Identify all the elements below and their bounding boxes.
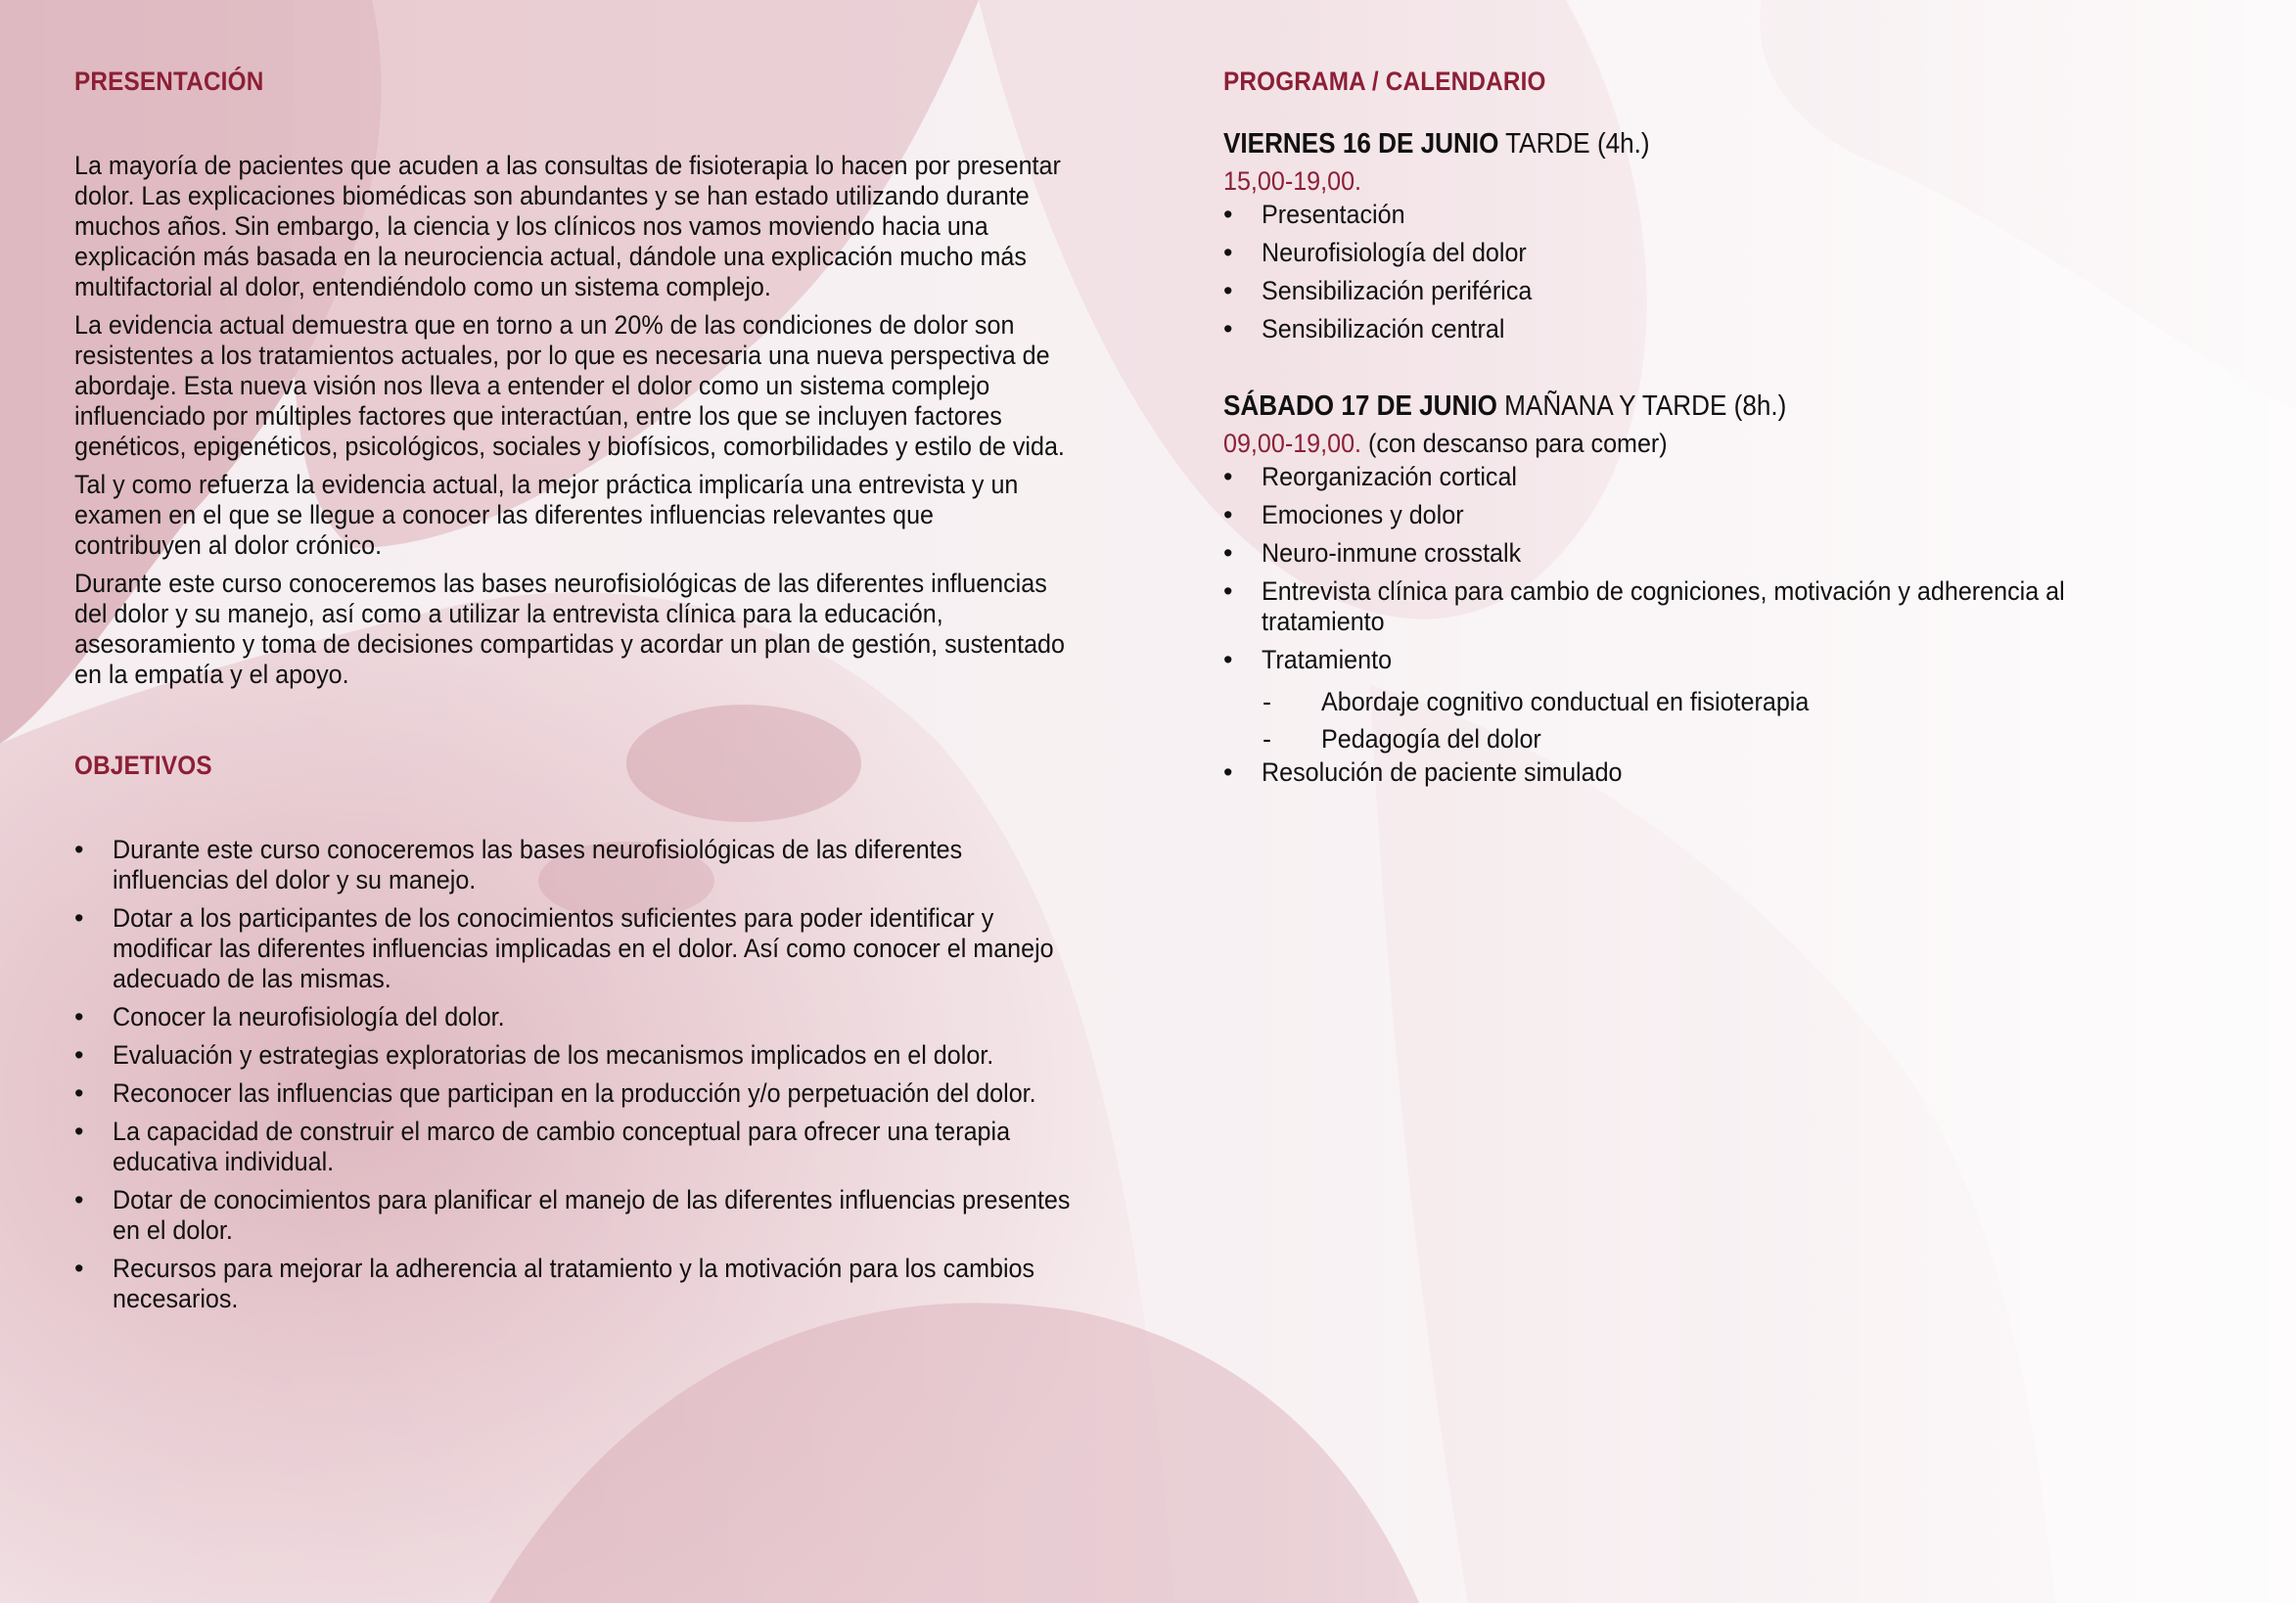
bullet-icon: • (1223, 538, 1233, 568)
dash-icon: - (1263, 687, 1271, 716)
list-item: • Reorganización cortical (1223, 462, 1517, 491)
list-item: • Dotar de conocimientos para planificar el manejo de las diferentes influencias presentes en el dolor. (74, 1185, 1071, 1245)
right-column (1223, 59, 2251, 796)
bullet-icon: • (74, 903, 84, 933)
bullet-icon: • (74, 835, 84, 864)
list-item: • Entrevista clínica para cambio de cogniciones, motivación y adherencia al tratamiento (1223, 576, 2065, 636)
bullet-icon: • (1223, 462, 1233, 491)
list-item: • Dotar a los participantes de los conocimientos suficientes para poder identificar y modificar las diferentes influencias implicadas en el dolor. Así como conocer el manejo adecuado de las mismas. (74, 903, 1054, 993)
viernes-list (1223, 200, 2251, 344)
bullet-icon: • (74, 1185, 84, 1214)
tratamiento-sublist (1223, 683, 2251, 757)
dash-icon: - (1263, 724, 1271, 754)
viernes-title: VIERNES 16 DE JUNIO TARDE (4h.) (1223, 128, 1650, 160)
list-item: • Presentación (1223, 200, 1405, 229)
sabado-title: SÁBADO 17 DE JUNIO MAÑANA Y TARDE (8h.) (1223, 390, 1787, 422)
presentacion-heading: PRESENTACIÓN (74, 67, 264, 96)
objetivos-heading: OBJETIVOS (74, 751, 212, 780)
sabado-list-end (1223, 757, 2251, 788)
bullet-icon: • (74, 1078, 84, 1108)
sub-list-item: - Pedagogía del dolor (1223, 720, 2251, 757)
objetivos-list (74, 835, 1073, 1314)
objetivos-list-wrap (74, 835, 1073, 1314)
sabado-list (1223, 462, 2251, 675)
bullet-icon: • (1223, 276, 1233, 305)
list-item: • Tratamiento (1223, 645, 1393, 674)
presentacion-paragraph-4: Durante este curso conoceremos las bases neurofisiológicas de las diferentes influencias del dolor y su manejo, así como a utilizar la entrevista clínica para la educación, asesoramiento y toma de decisiones compartidas y acordar un plan de gestión, sustentado en la empatía y el apoyo. (74, 569, 1065, 689)
bullet-icon: • (74, 1117, 84, 1146)
bullet-icon: • (1223, 576, 1233, 606)
list-item: • Recursos para mejorar la adherencia al tratamiento y la motivación para los cambios necesarios. (74, 1254, 1035, 1313)
bullet-icon: • (1223, 200, 1233, 229)
list-item: • Durante este curso conoceremos las bases neurofisiológicas de las diferentes influencias del dolor y su manejo. (74, 835, 963, 894)
list-item: • Resolución de paciente simulado (1223, 757, 1623, 787)
list-item: • Neurofisiología del dolor (1223, 238, 1527, 267)
sub-list-item: - Abordaje cognitivo conductual en fisioterapia (1223, 683, 2251, 720)
presentacion-paragraph-1: La mayoría de pacientes que acuden a las consultas de fisioterapia lo hacen por presentar dolor. Las explicaciones biomédicas son abundantes y se han estado utilizando durante muchos años. Sin embargo, la ciencia y los clínicos nos vamos moviendo hacia una explicación más basada en la neurociencia actual, dándole una explicación mucho más multifactorial al dolor, entendiéndolo como un sistema complejo. (74, 151, 1061, 301)
list-item: • Conocer la neurofisiología del dolor. (74, 1002, 505, 1031)
bullet-icon: • (1223, 238, 1233, 267)
viernes-time: 15,00-19,00. (1223, 166, 1362, 196)
programa-heading: PROGRAMA / CALENDARIO (1223, 67, 1546, 96)
presentacion-paragraph-3: Tal y como refuerza la evidencia actual, la mejor práctica implicaría una entrevista y un examen en el que se llegue a conocer las diferentes influencias relevantes que contribuyen al dolor crónico. (74, 470, 1019, 560)
presentacion-paragraph-2: La evidencia actual demuestra que en torno a un 20% de las condiciones de dolor son resistentes a los tratamientos actuales, por lo que es necesaria una nueva perspectiva de abordaje. Esta nueva visión nos lleva a entender el dolor como un sistema complejo influenciado por múltiples factores que interactúan, entre los que se incluyen factores genéticos, epigenéticos, psicológicos, sociales y biofísicos, comorbilidades y estilo de vida. (74, 310, 1065, 461)
list-item: • Sensibilización central (1223, 314, 1505, 344)
bullet-icon: • (1223, 314, 1233, 344)
bullet-icon: • (74, 1254, 84, 1283)
bullet-icon: • (74, 1002, 84, 1031)
list-item: • Evaluación y estrategias exploratorias de los mecanismos implicados en el dolor. (74, 1040, 994, 1070)
bullet-icon: • (1223, 645, 1233, 674)
list-item: • Emociones y dolor (1223, 500, 1464, 529)
bullet-icon: • (1223, 757, 1233, 787)
bullet-icon: • (74, 1040, 84, 1070)
sabado-time: 09,00-19,00. (con descanso para comer) (1223, 429, 1668, 458)
list-item: • La capacidad de construir el marco de cambio conceptual para ofrecer una terapia educativa individual. (74, 1117, 1011, 1176)
left-column (74, 59, 1073, 1322)
list-item: • Sensibilización periférica (1223, 276, 1533, 305)
list-item: • Neuro-inmune crosstalk (1223, 538, 1522, 568)
list-item: • Reconocer las influencias que participan en la producción y/o perpetuación del dolor. (74, 1078, 1036, 1108)
bullet-icon: • (1223, 500, 1233, 529)
